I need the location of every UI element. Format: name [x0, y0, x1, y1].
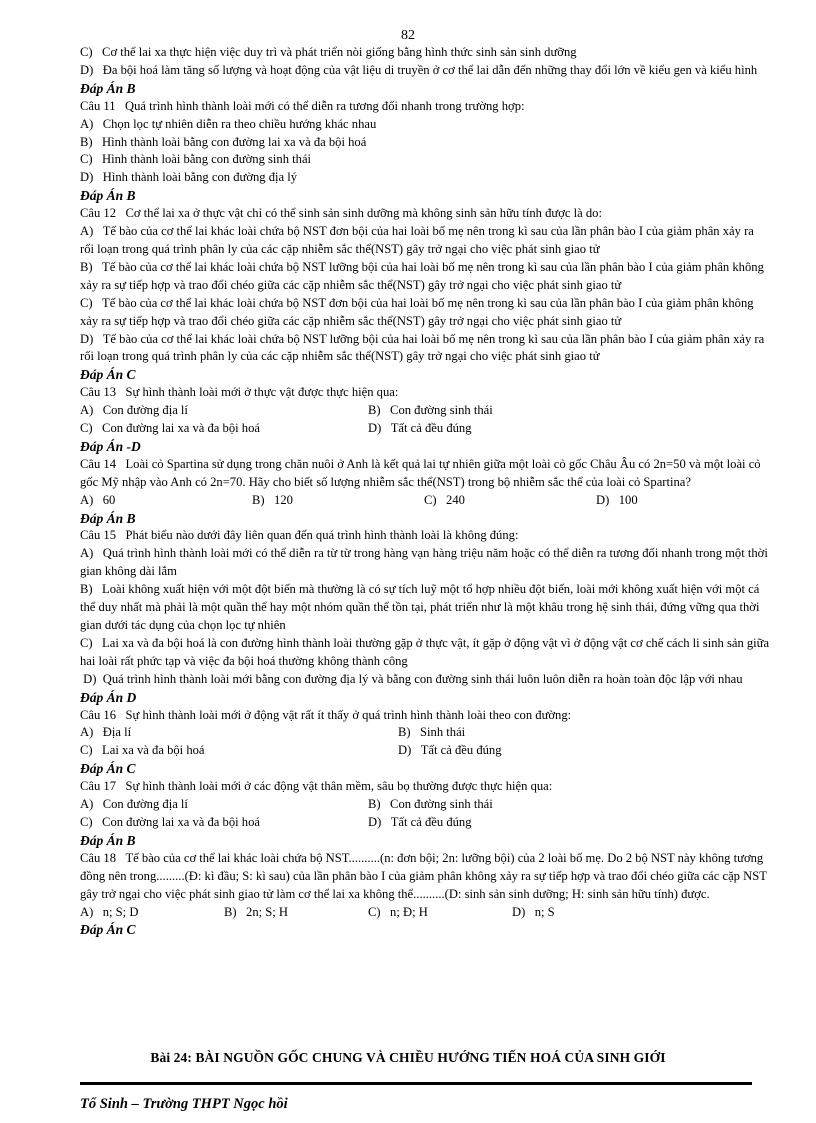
- option-c: C) Con đường lai xa và đa bội hoá: [80, 814, 260, 829]
- option-row: [80, 742, 770, 760]
- question-stem: Câu 17 Sự hình thành loài mới ở các động vật thân mềm, sâu bọ thường được thực hiện qua:: [80, 779, 553, 794]
- option-row: [80, 796, 770, 814]
- option-b: B) Loài không xuất hiện với một đột biến mà thường là có sự tích luỹ một tổ hợp nhiều đột biến, loài mới không xuất hiện với một cá thể duy nhất mà phải là một quần thể hay một nhóm quần thể tồn tại, phát triển như là một khâu trong hệ sinh thái, đứng vững qua thời gian dưới tác dụng của chọn lọc tự nhiên: [80, 582, 760, 632]
- option-d: D) Tất cả đều đúng: [368, 421, 472, 436]
- question-stem: Câu 16 Sự hình thành loài mới ở động vật rất ít thấy ở quá trình hình thành loài theo con đường:: [80, 707, 572, 722]
- option-b: B) Con đường sinh thái: [368, 403, 493, 418]
- option-row: [80, 724, 770, 742]
- question-stem: Câu 13 Sự hình thành loài mới ở thực vật được thực hiện qua:: [80, 385, 399, 400]
- option-d: D) Hình thành loài bằng con đường địa lý: [80, 170, 298, 185]
- option-b: B) Con đường sinh thái: [368, 797, 493, 812]
- option-b: B) 2n; S; H: [224, 904, 289, 919]
- option-b: B) 120: [252, 492, 293, 507]
- option-a: A) n; S; D: [80, 904, 139, 919]
- footer-divider: [80, 1082, 752, 1085]
- answer-label: Đáp Án C: [80, 761, 136, 777]
- question-stem: Câu 12 Cơ thể lai xa ở thực vật chỉ có thể sinh sản sinh dưỡng mà không sinh sản hữu tính được là do:: [80, 206, 602, 221]
- page-number: 82: [401, 28, 415, 43]
- option-d: D) n; S: [512, 904, 555, 919]
- option-c: C) Cơ thể lai xa thực hiện việc duy trì và phát triển nòi giống bằng hình thức sinh sản sinh dưỡng: [80, 45, 577, 59]
- answer-label: Đáp Án C: [80, 367, 136, 383]
- option-a: A) Địa lí: [80, 725, 132, 740]
- option-a: A) Quá trình hình thành loài mới có thể diễn ra từ từ trong hàng vạn hàng triệu năm hoặc có thể diễn ra tương đối nhanh trong một thời gian không dài lắm: [80, 546, 768, 579]
- option-c: C) Con đường lai xa và đa bội hoá: [80, 421, 260, 436]
- option-row: [80, 814, 770, 832]
- question-stem: Câu 11 Quá trình hình thành loài mới có thể diễn ra tương đối nhanh trong trường hợp:: [80, 98, 525, 113]
- answer-label: Đáp Án B: [80, 188, 136, 204]
- question-stem: Câu 18 Tế bào của cơ thể lai khác loài chứa bộ NST..........(n: đơn bội; 2n: lưỡng bội) của 2 loài bố mẹ. Do 2 bộ NST này không tương đồng nên trong.........(Đ: kì đầu; S: kì sau) của lần phân bào I của giảm phân không xảy ra sự tiếp hợp và trao đổi chéo giữa các cặp NST gây trở ngại cho việc phát sinh giao tử làm cơ thể lai xa không thể..........(D: sinh sản sinh dưỡng; H: sinh sản hữu tính) được.: [80, 850, 767, 901]
- option-d: D) Đa bội hoá làm tăng số lượng và hoạt động của vật liệu di truyền ở cơ thể lai dẫn đến những thay đổi lớn về kiểu gen và kiểu hình: [80, 62, 758, 77]
- option-c: C) 240: [424, 492, 465, 507]
- question-stem: Câu 14 Loài cỏ Spartina sử dụng trong chăn nuôi ở Anh là kết quả lai tự nhiên giữa một loài cỏ gốc Châu Âu có 2n=50 và một loài cỏ gốc Mỹ nhập vào Anh có 2n=70. Hãy cho biết số lượng nhiễm sắc thể(NST) trong bộ nhiễm sắc thể của loài cỏ Spartina?: [80, 456, 761, 489]
- option-c: C) Hình thành loài bằng con đường sinh thái: [80, 152, 312, 167]
- option-a: A) Tế bào của cơ thể lai khác loài chứa bộ NST đơn bội của hai loài bố mẹ nên trong kì sau của lần phân bào I của giảm phân xảy ra rối loạn trong quá trình phân ly của các cặp nhiễm sắc thể(NST) gây trở ngại cho việc phát sinh giao tử: [80, 224, 754, 256]
- option-c: C) Lai xa và đa bội hoá: [80, 743, 205, 758]
- question-list: [80, 44, 770, 939]
- answer-label: Đáp Án B: [80, 510, 136, 526]
- answer-label: Đáp Án B: [80, 80, 136, 96]
- option-b: B) Tế bào của cơ thể lai khác loài chứa bộ NST lưỡng bội của hai loài bố mẹ nên trong kì sau của lần phân bào I của giảm phân không xảy ra sự tiếp hợp và trao đổi chéo giữa các cặp nhiễm sắc thể(NST) gây trở ngại cho việc phát sinh giao tử: [80, 259, 764, 292]
- option-d: D) Tất cả đều đúng: [398, 743, 502, 758]
- option-d: D) Quá trình hình thành loài mới bằng con đường địa lý và bằng con đường sinh thái luôn luôn diễn ra hoàn toàn độc lập với nhau: [80, 671, 743, 686]
- option-a: A) Con đường địa lí: [80, 403, 188, 418]
- answer-label: Đáp Án -D: [80, 438, 141, 454]
- option-b: B) Sinh thái: [398, 725, 466, 740]
- option-row: [80, 492, 770, 510]
- question-stem: Câu 15 Phát biểu nào dưới đây liên quan đến quá trình hình thành loài là không đúng:: [80, 528, 519, 543]
- answer-label: Đáp Án D: [80, 689, 137, 705]
- option-c: C) n; Đ; H: [368, 904, 428, 919]
- option-c: C) Tế bào của cơ thể lai khác loài chứa bộ NST đơn bội của hai loài bố mẹ nên trong kì sau của lần phân bào I của giảm phân không xảy ra sự tiếp hợp và trao đổi chéo giữa các cặp nhiễm sắc thể(NST) gây trở ngại cho việc phát sinh giao tử: [80, 295, 754, 328]
- option-c: C) Lai xa và đa bội hoá là con đường hình thành loài thường gặp ở thực vật, ít gặp ở động vật vì ở động vật cơ chế cách li sinh sản giữa hai loài rất phức tạp và việc đa bội hoá thường không thành công: [80, 635, 770, 668]
- option-row: [80, 402, 770, 420]
- section-title: Bài 24: BÀI NGUỒN GỐC CHUNG VÀ CHIỀU HƯỚNG TIẾN HOÁ CỦA SINH GIỚI: [150, 1050, 666, 1065]
- option-row: [80, 904, 770, 922]
- option-row: [80, 420, 770, 438]
- answer-label: Đáp Án C: [80, 922, 136, 938]
- option-d: D) Tất cả đều đúng: [368, 814, 472, 829]
- option-d: D) 100: [596, 492, 638, 507]
- option-a: A) 60: [80, 492, 116, 507]
- answer-label: Đáp Án B: [80, 832, 136, 848]
- option-a: A) Chọn lọc tự nhiên diễn ra theo chiều hướng khác nhau: [80, 116, 377, 131]
- option-a: A) Con đường địa lí: [80, 797, 188, 812]
- option-b: B) Hình thành loài bằng con đường lai xa và đa bội hoá: [80, 134, 367, 149]
- option-d: D) Tế bào của cơ thể lai khác loài chứa bộ NST lưỡng bội của hai loài bố mẹ nên trong kì sau của lần phân bào I của giảm phân xảy ra rối loạn trong quá trình phân ly của các cặp nhiễm sắc thể(NST) gây trở ngại cho việc phát sinh giao tử: [80, 331, 765, 364]
- page-footer: Tổ Sinh – Trường THPT Ngọc hồi: [80, 1096, 288, 1112]
